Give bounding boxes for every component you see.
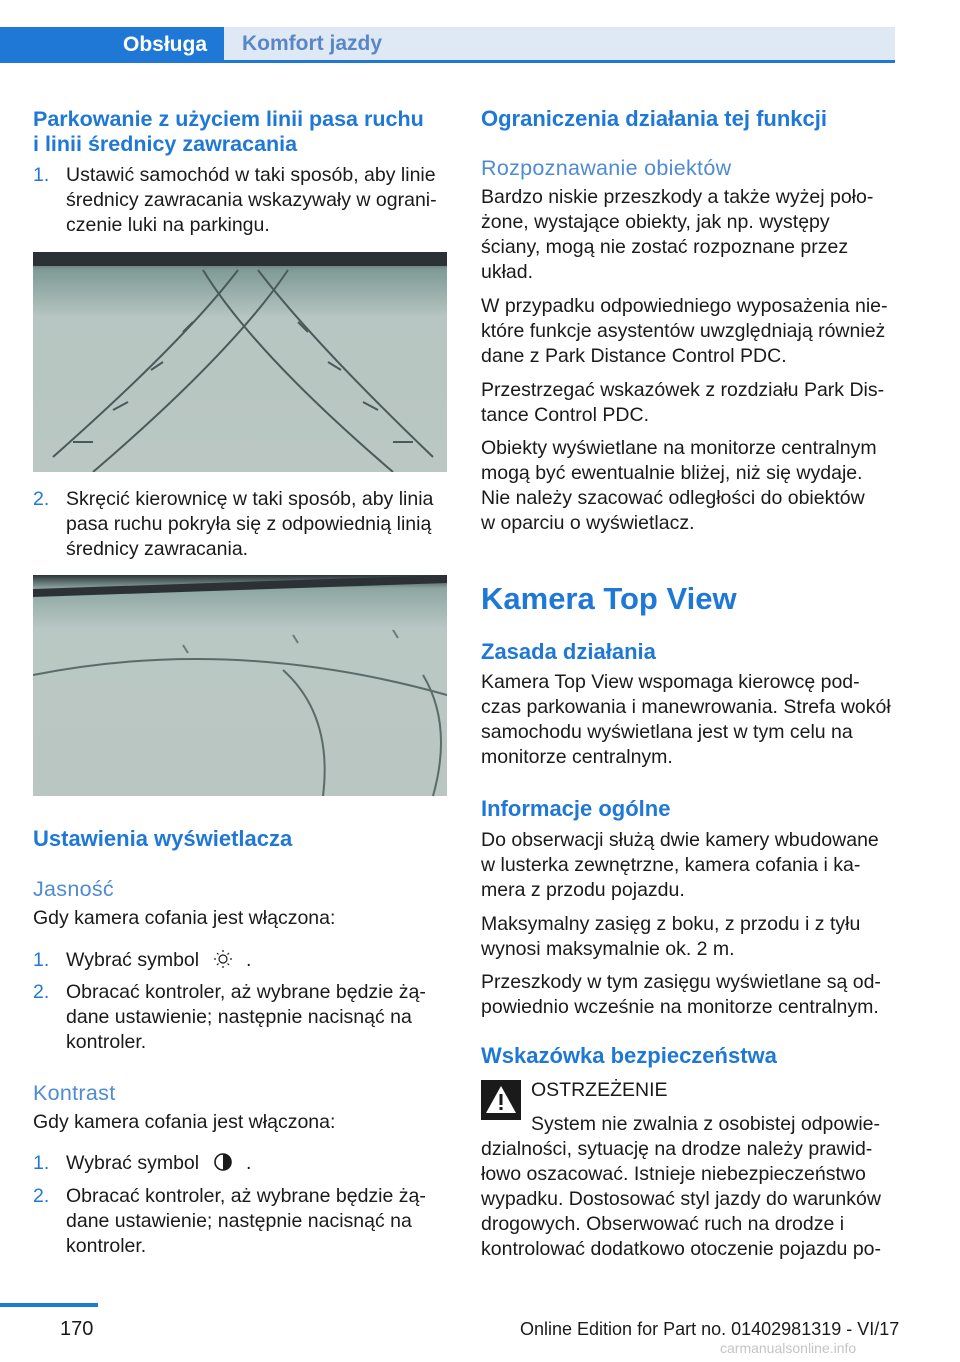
step-number: 1. [33, 949, 50, 971]
safety-title: Wskazówka bezpieczeństwa [481, 1043, 777, 1068]
tab-obsluga[interactable]: Obsługa [0, 27, 224, 63]
step-number: 2. [33, 1185, 50, 1207]
limits-title: Ograniczenia działania tej funkcji [481, 106, 827, 131]
paragraph-line: wypadku. Dostosować styl jazdy do warunków [481, 1188, 881, 1210]
step-text-line: Ustawić samochód w taki sposób, aby linie [66, 164, 436, 186]
section-title-line1: Parkowanie z użyciem linii pasa ruchu [33, 107, 424, 131]
paragraph-line: samochodu wyświetlana jest w tym celu na [481, 721, 853, 743]
paragraph-line: układ. [481, 261, 534, 283]
step-text-end: . [245, 1152, 252, 1174]
header-tabs [0, 27, 895, 63]
step-number: 1. [33, 164, 50, 186]
warning-label: OSTRZEŻENIE [531, 1079, 668, 1101]
paragraph-line: mera z przodu pojazdu. [481, 879, 685, 901]
paragraph-line: czas parkowania i manewrowania. Strefa wokół [481, 696, 891, 718]
step-number: 1. [33, 1152, 50, 1174]
step-text-line: kontroler. [66, 1235, 147, 1257]
warning-triangle-icon [481, 1080, 521, 1120]
camera-image-turning-lines [33, 575, 447, 796]
step-text-line [66, 948, 251, 974]
sun-icon [205, 949, 241, 969]
step-text-line: dane ustawienie; następnie nacisnąć na [66, 1210, 412, 1232]
paragraph-line: w oparciu o wyświetlacz. [481, 512, 695, 534]
paragraph-line: Kamera Top View wspomaga kierowcę pod‐ [481, 671, 860, 693]
paragraph-line: Bardzo niskie przeszkody a także wyżej poło‐ [481, 186, 874, 208]
paragraph-line: tance Control PDC. [481, 404, 649, 426]
paragraph-line: powiednio wcześnie na monitorze centralnym. [481, 996, 879, 1018]
paragraph-line: kontrolować dodatkowo otoczenie pojazdu po‐ [481, 1238, 882, 1260]
paragraph-line: drogowych. Obserwować ruch na drodze i [481, 1213, 845, 1235]
brightness-intro: Gdy kamera cofania jest włączona: [33, 907, 336, 929]
display-settings-title: Ustawienia wyświetlacza [33, 826, 293, 851]
contrast-intro: Gdy kamera cofania jest włączona: [33, 1111, 336, 1133]
step-text: Wybrać symbol [66, 949, 200, 971]
step-number: 2. [33, 488, 50, 510]
principle-title: Zasada działania [481, 639, 656, 664]
step-text-line: średnicy zawracania. [66, 538, 249, 560]
paragraph-line: Przeszkody w tym zasięgu wyświetlane są od‐ [481, 971, 881, 993]
paragraph-line: łowo oszacować. Istnieje niebezpieczeństwo [481, 1163, 866, 1185]
contrast-title: Kontrast [33, 1081, 116, 1105]
paragraph-line: w lusterka zewnętrzne, kamera cofania i ka‐ [481, 854, 861, 876]
paragraph-line: W przypadku odpowiedniego wyposażenia nie‐ [481, 295, 888, 317]
recognition-title: Rozpoznawanie obiektów [481, 156, 732, 180]
paragraph-line: Nie należy szacować odległości do obiektów [481, 487, 865, 509]
step-text-line: średnicy zawracania wskazywały w ograni‐ [66, 189, 437, 211]
step-number: 2. [33, 981, 50, 1003]
step-text-line: Obracać kontroler, aż wybrane będzie żą‐ [66, 981, 426, 1003]
paragraph-line: ściany, mogą nie zostać rozpoznane przez [481, 236, 849, 258]
edition-note: Online Edition for Part no. 01402981319 - VI/17 [520, 1319, 900, 1339]
brightness-title: Jasność [33, 877, 114, 901]
paragraph-line: mogą być ewentualnie bliżej, niż się wydaje. [481, 462, 863, 484]
paragraph-line: monitorze centralnym. [481, 746, 673, 768]
watermark: carmanualsonline.info [720, 1340, 857, 1356]
tab-underline [224, 60, 895, 63]
step-text-line: kontroler. [66, 1031, 147, 1053]
camera-image-parking-lines [33, 252, 447, 472]
paragraph-line: które funkcje asystentów uwzględniają również [481, 320, 886, 342]
step-text-line: Obracać kontroler, aż wybrane będzie żą‐ [66, 1185, 426, 1207]
tab-komfort-jazdy[interactable]: Komfort jazdy [224, 27, 895, 60]
paragraph-line: Maksymalny zasięg z boku, z przodu i z tyłu [481, 913, 861, 935]
paragraph-line: dzialności, sytuację na drodze należy prawid‐ [481, 1138, 873, 1160]
paragraph-line: Do obserwacji służą dwie kamery wbudowane [481, 829, 879, 851]
step-text-line: dane ustawienie; następnie nacisnąć na [66, 1006, 412, 1028]
step-text-line: pasa ruchu pokryła się z odpowiednią linią [66, 513, 432, 535]
paragraph-line: Przestrzegać wskazówek z rozdziału Park Dis‐ [481, 379, 885, 401]
step-text-line [66, 1151, 251, 1177]
contrast-icon [205, 1152, 241, 1172]
step-text-line: czenie luki na parkingu. [66, 214, 270, 236]
paragraph-line: System nie zwalnia z osobistej odpowie‐ [531, 1113, 881, 1135]
step-text: Wybrać symbol [66, 1152, 200, 1174]
step-text-end: . [245, 949, 252, 971]
paragraph-line: żone, wystające obiekty, jak np. występy [481, 211, 830, 233]
page-number: 170 [60, 1318, 94, 1340]
paragraph-line: dane z Park Distance Control PDC. [481, 345, 787, 367]
footer-rule [0, 1303, 98, 1307]
topview-title: Kamera Top View [481, 581, 737, 616]
general-title: Informacje ogólne [481, 796, 671, 821]
paragraph-line: wynosi maksymalnie ok. 2 m. [481, 938, 735, 960]
paragraph-line: Obiekty wyświetlane na monitorze centralnym [481, 437, 877, 459]
section-title-line2: i linii średnicy zawracania [33, 132, 298, 156]
step-text-line: Skręcić kierownicę w taki sposób, aby linia [66, 488, 434, 510]
